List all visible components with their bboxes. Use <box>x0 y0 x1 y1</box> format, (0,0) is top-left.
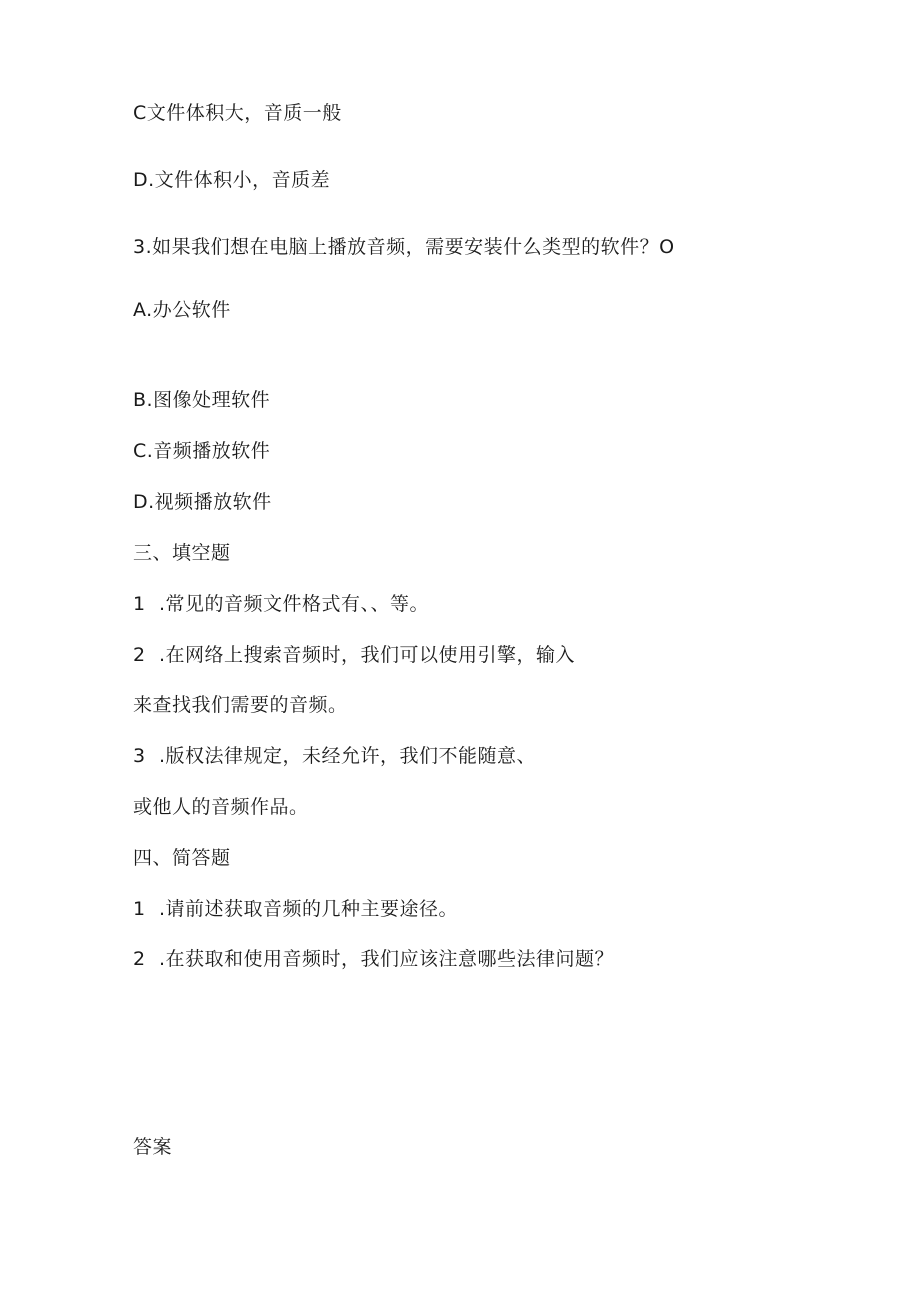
answer-heading: 答案 <box>133 1136 173 1158</box>
q3-option-b: B.图像处理软件 <box>133 389 271 411</box>
q3-option-d: D.视频播放软件 <box>133 491 272 513</box>
fill-in-item-1 <box>133 591 429 617</box>
item-number: 1 <box>133 898 146 920</box>
fill-in-item-2-continuation: 来查找我们需要的音频。 <box>133 694 348 716</box>
item-text: .版权法律规定，未经允许，我们不能随意、 <box>159 745 537 767</box>
fill-in-item-3-continuation: 或他人的音频作品。 <box>133 796 309 818</box>
short-answer-item-1 <box>133 896 458 922</box>
fill-in-item-3 <box>133 743 536 769</box>
q3-stem: 3.如果我们想在电脑上播放音频，需要安装什么类型的软件？O <box>133 236 675 258</box>
item-number: 2 <box>133 948 146 970</box>
q2-option-c: C文件体积大，音质一般 <box>133 102 342 124</box>
q3-option-c: C.音频播放软件 <box>133 440 271 462</box>
q3-option-a: A.办公软件 <box>133 299 231 321</box>
item-text: .请前述获取音频的几种主要途径。 <box>159 898 459 920</box>
short-answer-item-2 <box>133 946 614 972</box>
item-number: 1 <box>133 593 146 615</box>
fill-in-heading: 三、填空题 <box>133 542 231 564</box>
item-text: .在网络上搜索音频时，我们可以使用引擎，输入 <box>159 644 576 666</box>
short-answer-heading: 四、简答题 <box>133 847 231 869</box>
q2-option-d: D.文件体积小，音质差 <box>133 169 331 191</box>
item-text: .常见的音频文件格式有、、等。 <box>159 593 430 615</box>
fill-in-item-2 <box>133 642 575 668</box>
item-number: 3 <box>133 745 146 767</box>
item-number: 2 <box>133 644 146 666</box>
item-text: .在获取和使用音频时，我们应该注意哪些法律问题？ <box>159 948 615 970</box>
